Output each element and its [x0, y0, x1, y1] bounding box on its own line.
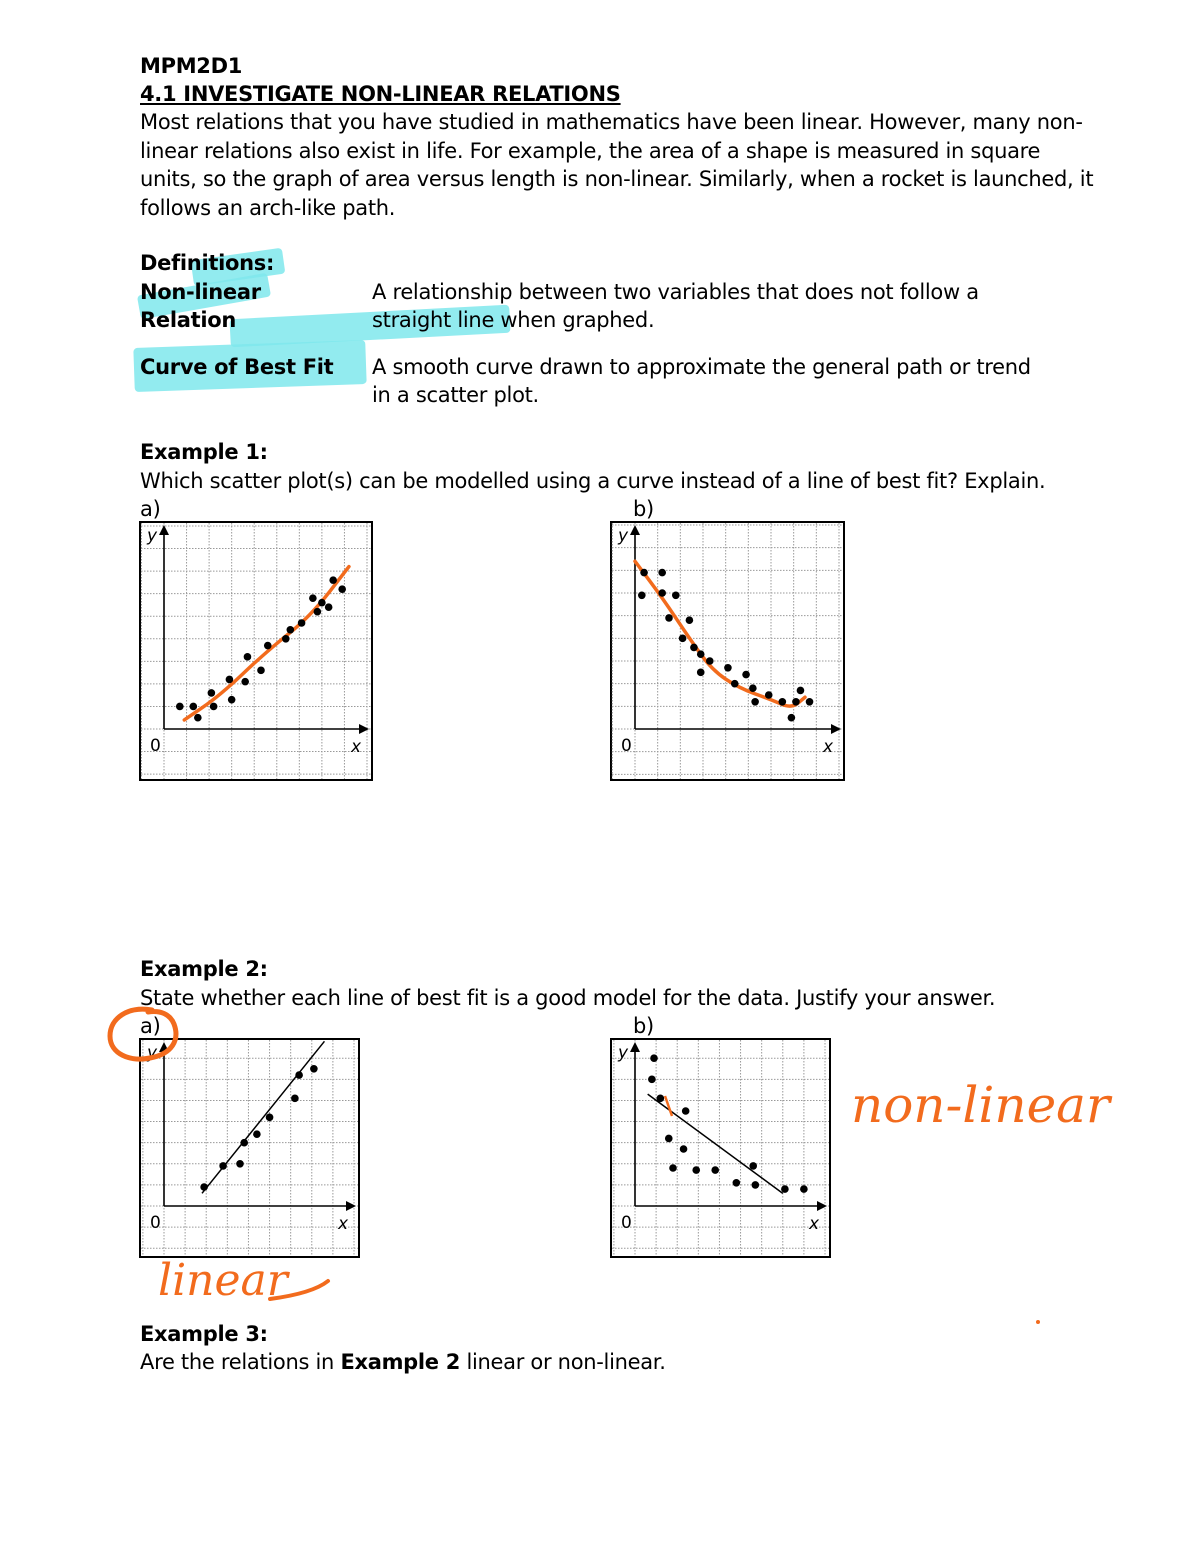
data-point [176, 703, 184, 711]
scatter-plot-2a [139, 1038, 360, 1258]
handwritten-note-linear-text: linear [158, 1255, 288, 1306]
data-point [779, 698, 787, 706]
example2-question: State whether each line of best fit is a good model for the data. Justify your answer. [140, 986, 996, 1010]
plot-frame [140, 1039, 359, 1257]
data-point [706, 657, 714, 665]
data-point [724, 664, 732, 672]
example2-heading: Example 2: [140, 957, 268, 981]
handwritten-note-linear [150, 1255, 350, 1315]
data-point [190, 703, 198, 711]
data-point [240, 1139, 248, 1147]
data-point [751, 698, 759, 706]
data-point [244, 653, 252, 661]
hand-drawn-circle [100, 1000, 190, 1070]
data-point [765, 691, 773, 699]
data-point [788, 714, 796, 722]
example1-question: Which scatter plot(s) can be modelled using a curve instead of a line of best fit? Explain. [140, 469, 1046, 493]
data-point [711, 1166, 719, 1174]
data-point [257, 667, 265, 675]
example2-label-b: b) [633, 1014, 654, 1038]
data-point [291, 1095, 299, 1103]
data-point [658, 589, 666, 597]
definition-curve-line2: in a scatter plot. [372, 383, 539, 407]
data-point [697, 669, 705, 677]
data-point [781, 1185, 789, 1193]
scatter-plot-1b [610, 521, 845, 781]
scatter-plot-1a [139, 521, 373, 781]
x-axis-label: x [809, 1214, 820, 1234]
data-point [253, 1130, 261, 1138]
definitions-heading: Definitions: [140, 251, 275, 275]
origin-label: 0 [150, 1213, 161, 1233]
data-point [692, 1166, 700, 1174]
plot-frame [140, 522, 372, 780]
term-curve-of-best-fit: Curve of Best Fit [140, 355, 334, 379]
plot-frame [611, 522, 844, 780]
intro-paragraph: Most relations that you have studied in mathematics have been linear. However, many non-linear relations also exist in life. For example, the area of a shape is measured in square units, so the graph of area versus length is non-linear. Similarly, when a rocket is launched, it follows an arch-like path. [140, 110, 1094, 220]
data-point [752, 1181, 760, 1189]
data-point [731, 680, 739, 688]
ink-dot [1036, 1320, 1040, 1324]
data-point [282, 635, 290, 643]
example3-question [140, 1348, 666, 1377]
data-point [792, 698, 800, 706]
origin-label: 0 [621, 1213, 632, 1233]
data-point [226, 676, 234, 684]
data-point [680, 1145, 688, 1153]
example3-question-bold: Example 2 [340, 1350, 461, 1374]
data-point [749, 684, 757, 692]
handwritten-note-nonlinear-text: non-linear [851, 1076, 1110, 1134]
data-point [287, 626, 295, 634]
data-point [329, 576, 337, 584]
example1-label-b: b) [633, 497, 654, 521]
data-point [697, 650, 705, 658]
data-point [638, 591, 646, 599]
example3-heading: Example 3: [140, 1322, 268, 1346]
data-point [690, 644, 698, 652]
origin-label: 0 [621, 736, 632, 756]
data-point [733, 1179, 741, 1187]
data-point [749, 1162, 757, 1170]
example3-question-prefix: Are the relations in [140, 1350, 341, 1374]
definition-nonlinear-line1: A relationship between two variables that does not follow a [372, 280, 979, 304]
data-point [236, 1160, 244, 1168]
origin-label: 0 [150, 736, 161, 756]
data-point [672, 591, 680, 599]
definition-curve-line1: A smooth curve drawn to approximate the general path or trend [372, 355, 1031, 379]
data-point [648, 1076, 656, 1084]
data-point [686, 616, 694, 624]
data-point [298, 619, 306, 627]
y-axis-label: y [147, 526, 158, 546]
data-point [679, 635, 687, 643]
example2-label-a: a) [140, 1014, 161, 1038]
data-point [682, 1107, 690, 1115]
term-nonlinear-line2: Relation [140, 308, 236, 332]
data-point [658, 569, 666, 577]
data-point [210, 703, 218, 711]
y-axis-label: y [618, 1043, 629, 1063]
example3-question-suffix: linear or non-linear. [460, 1350, 666, 1374]
data-point [219, 1162, 227, 1170]
data-point [309, 594, 317, 602]
scatter-plot-2b [610, 1038, 831, 1258]
data-point [797, 687, 805, 695]
data-point [669, 1164, 677, 1172]
data-point [640, 569, 648, 577]
x-axis-label: x [338, 1214, 349, 1234]
data-point [208, 689, 216, 697]
example1-heading: Example 1: [140, 440, 268, 464]
data-point [742, 671, 750, 679]
data-point [264, 642, 272, 650]
y-axis-label: y [618, 526, 629, 546]
data-point [310, 1065, 318, 1073]
handwritten-note-nonlinear [845, 1050, 1145, 1140]
definition-nonlinear-line2: straight line when graphed. [372, 308, 655, 332]
data-point [338, 585, 346, 593]
x-axis-label: x [823, 737, 834, 757]
data-point [806, 698, 814, 706]
data-point [241, 678, 249, 686]
data-point [200, 1183, 208, 1191]
data-point [665, 614, 673, 622]
data-point [194, 714, 202, 722]
data-point [657, 1095, 665, 1103]
data-point [228, 696, 236, 704]
course-code: MPM2D1 [140, 54, 243, 78]
term-nonlinear-line1: Non-linear [140, 280, 261, 304]
example1-label-a: a) [140, 497, 161, 521]
data-point [665, 1135, 673, 1143]
data-point [266, 1114, 274, 1122]
data-point [650, 1054, 658, 1062]
data-point [800, 1185, 808, 1193]
data-point [325, 603, 333, 611]
data-point [314, 608, 322, 616]
data-point [295, 1071, 303, 1079]
x-axis-label: x [351, 737, 362, 757]
data-point [318, 599, 326, 607]
page-title: 4.1 INVESTIGATE NON-LINEAR RELATIONS [140, 82, 621, 106]
y-axis-label: y [147, 1043, 158, 1063]
